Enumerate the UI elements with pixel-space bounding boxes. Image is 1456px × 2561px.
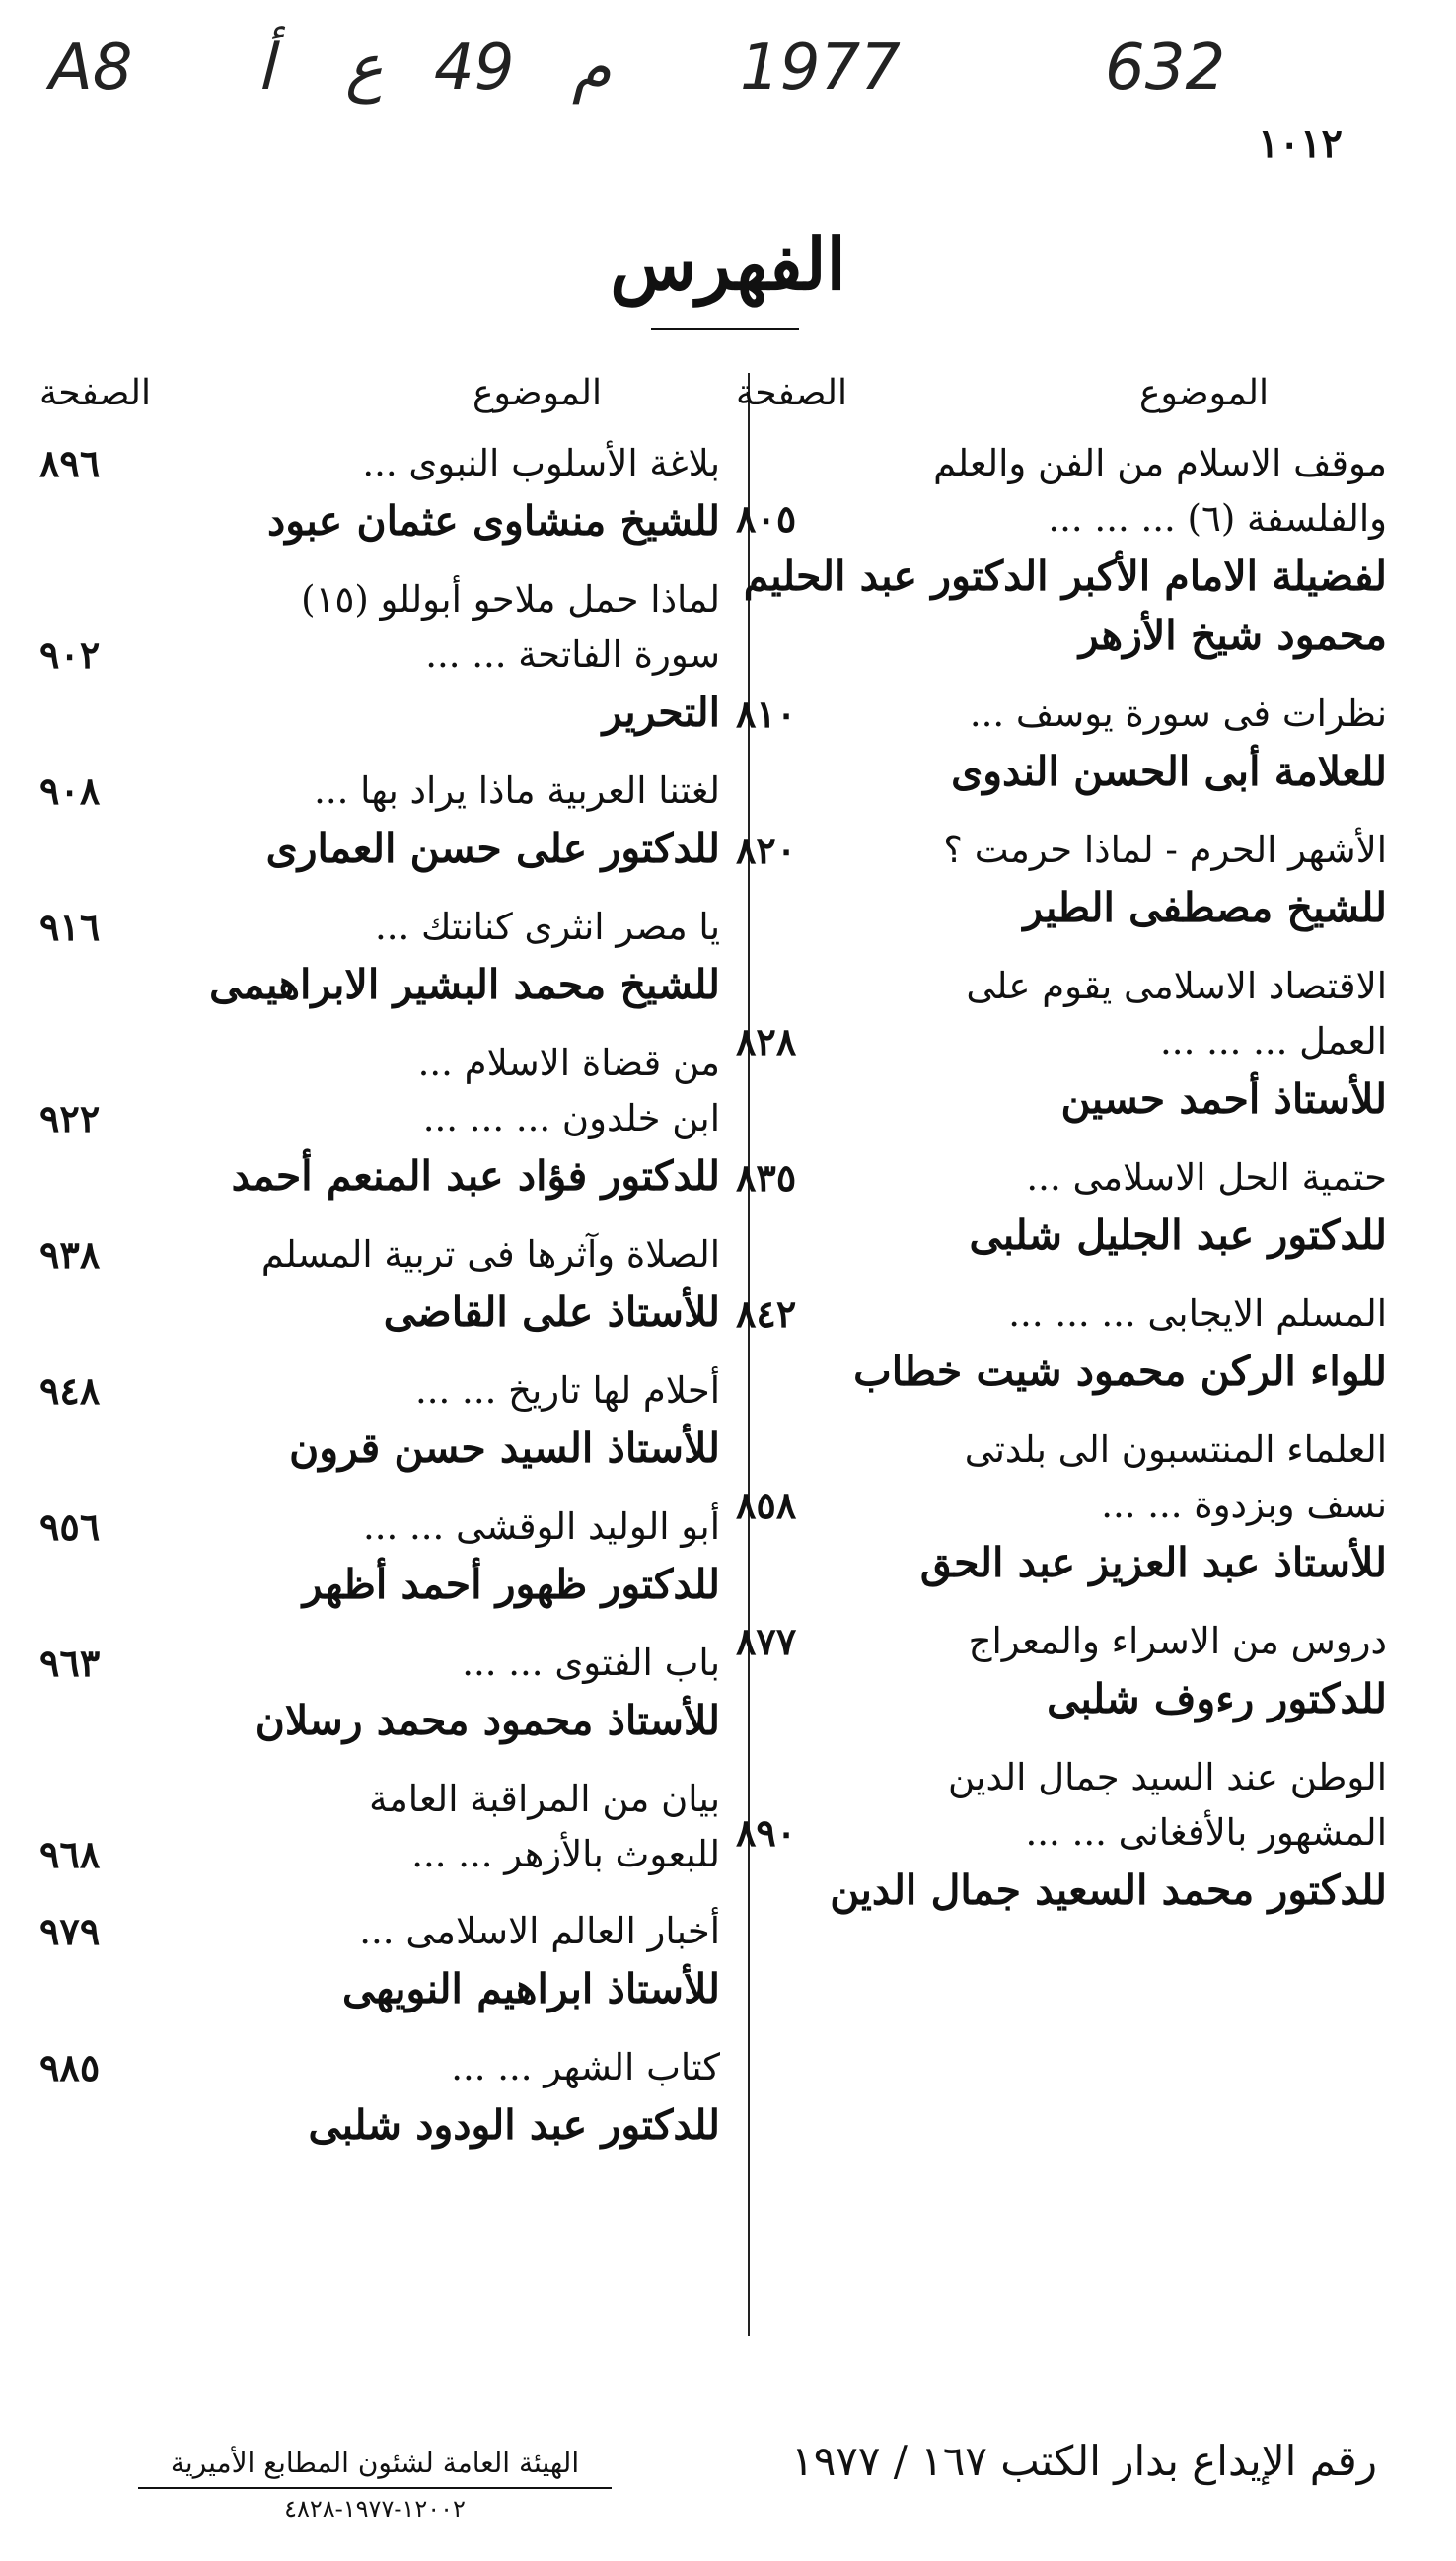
toc-entry — [39, 1772, 720, 1882]
entry-title-line — [736, 1423, 1387, 1478]
entry-title-line — [736, 436, 1387, 491]
entry-page-number: ٩٠٢ — [39, 632, 101, 677]
entry-title: نظرات فى سورة يوسف ... — [969, 693, 1387, 735]
entry-title-line — [39, 2040, 720, 2095]
entry-title-line — [39, 1772, 720, 1827]
entry-title-line — [39, 900, 720, 955]
entry-title-line — [39, 1227, 720, 1282]
entry-title-line — [39, 1500, 720, 1555]
entry-title-line — [736, 1150, 1387, 1206]
entry-title-line — [39, 1036, 720, 1091]
handwritten-note: 632 — [1105, 32, 1226, 105]
entry-author: للدكتور فؤاد عبد المنعم أحمد — [231, 1152, 720, 1200]
entry-title-line — [39, 1636, 720, 1691]
entry-title: يا مصر انثرى كنانتك ... — [374, 906, 720, 948]
entry-title: المسلم الايجابى ... ... ... — [1008, 1292, 1387, 1335]
entry-page-number: ٩٨٥ — [39, 2045, 101, 2089]
entry-title: لماذا حمل ملاحو أبوللو (١٥) — [301, 578, 720, 621]
entry-page-number: ٩٤٨ — [39, 1368, 101, 1413]
entry-title: للبعوث بالأزهر ... ... — [411, 1833, 720, 1875]
toc-entries — [39, 436, 720, 2155]
entry-title-line — [736, 1014, 1387, 1069]
entry-author: للشيخ منشاوى عثمان عبود — [266, 497, 720, 545]
toc-entry — [736, 1423, 1387, 1592]
entry-author: التحرير — [602, 689, 720, 736]
page-title: الفهرس — [610, 222, 846, 306]
entry-title-line — [736, 1750, 1387, 1805]
page-number: ١٠١٢ — [1258, 120, 1343, 167]
entry-page-number: ٩٦٨ — [39, 1832, 101, 1876]
toc-entry — [39, 572, 720, 742]
entry-title-line — [39, 1363, 720, 1419]
entry-author: للأستاذ على القاضى — [383, 1288, 720, 1336]
header-page: الصفحة — [39, 373, 151, 413]
entry-author: للأستاذ عبد العزيز عبد الحق — [919, 1539, 1387, 1586]
entry-author: للواء الركن محمود شيت خطاب — [853, 1348, 1387, 1395]
entry-title-line — [39, 436, 720, 491]
toc-entry — [39, 764, 720, 878]
entry-page-number: ٩١٦ — [39, 905, 101, 949]
toc-entry — [736, 1750, 1387, 1920]
toc-entry — [736, 436, 1387, 665]
entry-title: دروس من الاسراء والمعراج — [968, 1620, 1387, 1662]
entry-title: حتمية الحل الاسلامى ... — [1026, 1156, 1387, 1199]
entry-author: للأستاذ أحمد حسين — [1060, 1075, 1387, 1123]
entry-title-line — [39, 572, 720, 627]
entry-title: أبو الوليد الوقشى ... ... — [362, 1505, 720, 1548]
deposit-number: رقم الإيداع بدار الكتب ١٦٧ / ١٩٧٧ — [791, 2437, 1377, 2485]
entry-page-number: ٨٥٨ — [736, 1483, 797, 1527]
entry-title: أحلام لها تاريخ ... ... — [415, 1369, 720, 1412]
entry-page-number: ٩٧٩ — [39, 1909, 101, 1953]
entry-title: باب الفتوى ... ... — [462, 1642, 720, 1684]
entry-title: الوطن عند السيد جمال الدين — [948, 1756, 1387, 1798]
toc-entry — [39, 1227, 720, 1342]
entry-page-number: ٩٥٦ — [39, 1504, 101, 1549]
publisher-code: ١٢٠٠٢-١٩٧٧-٤٨٢٨ — [284, 2495, 466, 2523]
entry-title-line — [736, 1805, 1387, 1861]
header-page: الصفحة — [736, 373, 847, 413]
entry-author: للدكتور عبد الجليل شلبى — [969, 1211, 1387, 1259]
entry-page-number: ٨٤٢ — [736, 1291, 797, 1336]
entry-title-line — [736, 687, 1387, 742]
entry-title: نسف وبزدوة ... ... — [1101, 1484, 1387, 1526]
header-topic: الموضوع — [472, 373, 602, 413]
entry-title: من قضاة الاسلام ... — [417, 1042, 720, 1084]
column-header — [39, 365, 720, 422]
entry-title-line — [39, 627, 720, 683]
entry-page-number: ٨٢٠ — [736, 828, 797, 872]
entry-title-line — [736, 823, 1387, 878]
publisher-rule — [138, 2487, 612, 2489]
handwritten-note: 1977 — [740, 32, 901, 105]
toc-entry — [39, 900, 720, 1014]
toc-entry — [39, 1036, 720, 1206]
entry-title: بلاغة الأسلوب النبوى ... — [362, 442, 720, 484]
toc-entry — [39, 1363, 720, 1478]
entry-title: أخبار العالم الاسلامى ... — [359, 1910, 720, 1952]
entry-title: ابن خلدون ... ... ... — [422, 1097, 720, 1139]
handwritten-note: م — [572, 32, 612, 105]
handwritten-note: A8 — [49, 32, 133, 105]
entry-title-line — [736, 1478, 1387, 1533]
toc-entry — [39, 1500, 720, 1614]
publisher-name: الهيئة العامة لشئون المطابع الأميرية — [170, 2447, 580, 2479]
entry-page-number: ٨٣٥ — [736, 1155, 797, 1200]
entry-page-number: ٨٠٥ — [736, 496, 797, 541]
entry-title: المشهور بالأفغانى ... ... — [1025, 1811, 1387, 1854]
entry-page-number: ٨٩٠ — [736, 1810, 797, 1855]
entry-title: الأشهر الحرم - لماذا حرمت ؟ — [943, 829, 1387, 871]
entry-author: للأستاذ السيد حسن قرون — [289, 1425, 720, 1472]
title-underline — [651, 328, 799, 330]
entry-title-line — [736, 491, 1387, 547]
toc-column-left — [39, 365, 720, 2176]
entry-page-number: ٩٣٨ — [39, 1232, 101, 1277]
entry-page-number: ٩٠٨ — [39, 768, 101, 813]
entry-title-line — [736, 1614, 1387, 1669]
publisher-block — [138, 2447, 612, 2523]
entry-title: والفلسفة (٦) ... ... ... — [1048, 497, 1387, 540]
handwritten-note: أ — [256, 32, 274, 105]
entry-author: للأستاذ ابراهيم النويهى — [342, 1965, 720, 2012]
toc-column-right — [736, 365, 1387, 1941]
toc-entry — [736, 1150, 1387, 1265]
entry-author: للدكتور ظهور أحمد أظهر — [302, 1561, 720, 1608]
entry-title: موقف الاسلام من الفن والعلم — [933, 442, 1387, 484]
entry-author: للشيخ محمد البشير الابراهيمى — [209, 961, 720, 1008]
entry-author: للدكتور رءوف شلبى — [1047, 1675, 1387, 1722]
entry-page-number: ٨٩٦ — [39, 441, 101, 485]
entry-author: للشيخ مصطفى الطير — [1023, 884, 1387, 931]
toc-entry — [736, 1286, 1387, 1401]
entry-title-line — [39, 1091, 720, 1146]
entry-title-line — [39, 764, 720, 819]
entry-title: سورة الفاتحة ... ... — [425, 633, 720, 676]
entry-title: العمل ... ... ... — [1160, 1020, 1387, 1062]
toc-entry — [39, 436, 720, 550]
handwritten-note: 49 — [434, 32, 515, 105]
header-topic: الموضوع — [1138, 373, 1269, 413]
entry-page-number: ٩٢٢ — [39, 1096, 101, 1140]
entry-title-line — [736, 959, 1387, 1014]
entry-title-line — [736, 1286, 1387, 1342]
toc-entry — [39, 2040, 720, 2155]
entry-title: بيان من المراقبة العامة — [369, 1778, 720, 1820]
entry-author: للعلامة أبى الحسن الندوى — [951, 748, 1387, 795]
entry-page-number: ٨٧٧ — [736, 1619, 797, 1663]
toc-entry — [736, 823, 1387, 937]
column-header — [736, 365, 1387, 422]
entry-title: الصلاة وآثرها فى تربية المسلم — [260, 1233, 720, 1276]
entry-author: للدكتور محمد السعيد جمال الدين — [830, 1866, 1387, 1914]
entry-page-number: ٩٦٣ — [39, 1641, 101, 1685]
toc-entry — [736, 687, 1387, 801]
toc-entry — [39, 1636, 720, 1750]
entry-page-number: ٨١٠ — [736, 692, 797, 736]
handwritten-note: ع — [345, 32, 384, 105]
entry-title: كتاب الشهر ... ... — [451, 2046, 720, 2088]
entry-author: للدكتور عبد الودود شلبى — [308, 2101, 720, 2149]
entry-page-number: ٨٢٨ — [736, 1019, 797, 1063]
entry-title: الاقتصاد الاسلامى يقوم على — [966, 965, 1387, 1007]
entry-author: لفضيلة الامام الأكبر الدكتور عبد الحليم محمود شيخ الأزهر — [743, 552, 1387, 659]
entry-title: العلماء المنتسبون الى بلدتى — [964, 1428, 1387, 1471]
entry-author: للدكتور على حسن العمارى — [265, 825, 720, 872]
entry-title-line — [39, 1827, 720, 1882]
entry-author: للأستاذ محمود محمد رسلان — [255, 1697, 720, 1744]
entry-title: لغتنا العربية ماذا يراد بها ... — [314, 769, 720, 812]
toc-entry — [39, 1904, 720, 2018]
toc-entry — [736, 959, 1387, 1129]
toc-entries — [736, 436, 1387, 1920]
entry-title-line — [39, 1904, 720, 1959]
toc-entry — [736, 1614, 1387, 1728]
